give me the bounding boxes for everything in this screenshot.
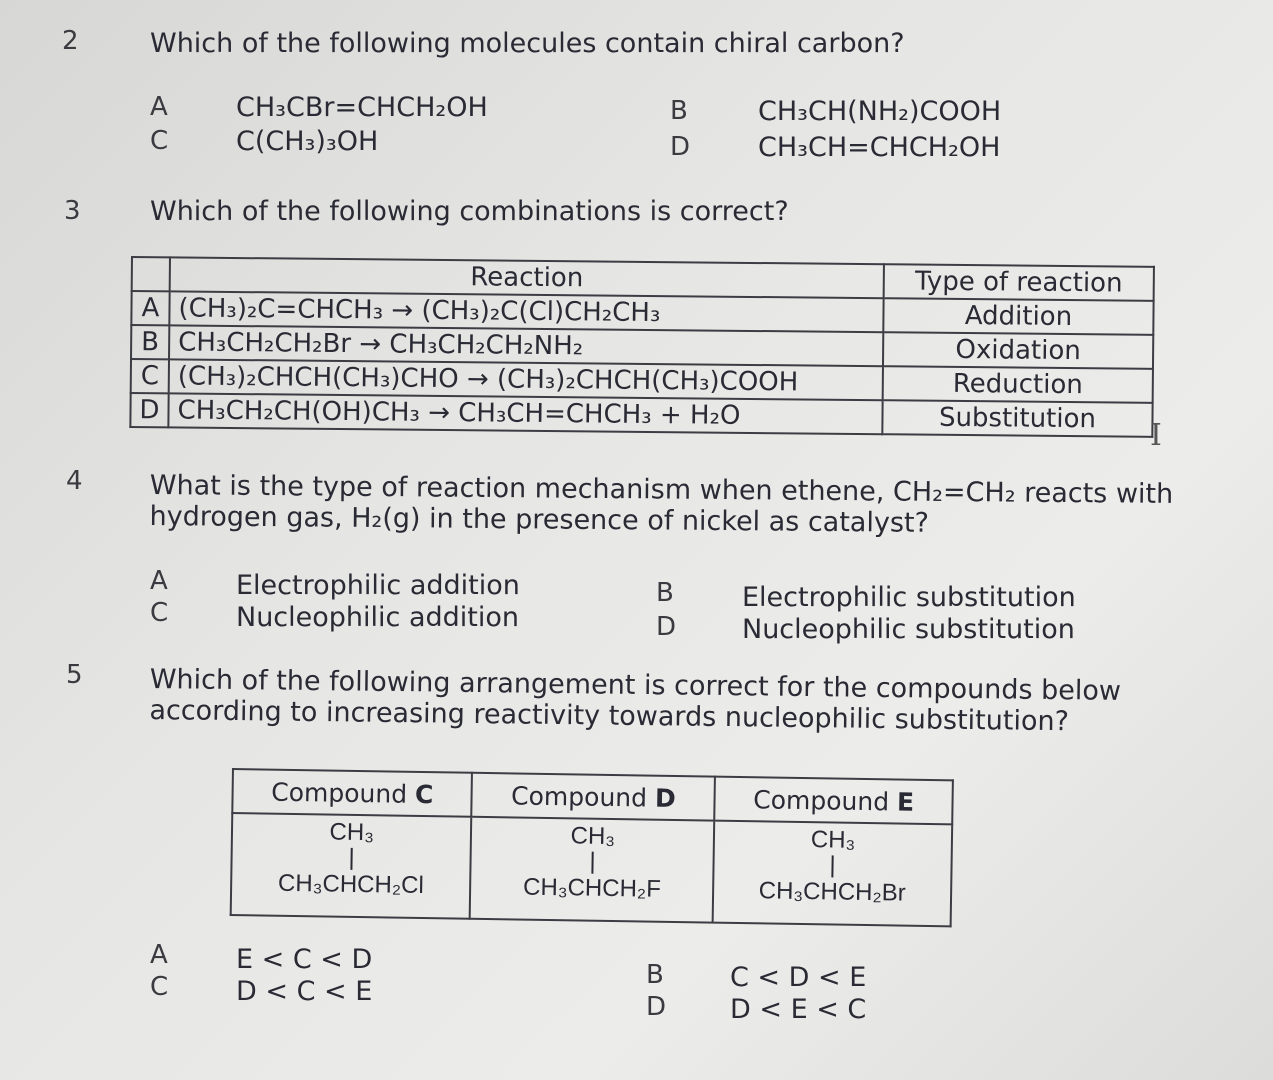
- row-type: Reduction: [883, 366, 1153, 403]
- q2-option-c-text: C(CH₃)₃OH: [236, 126, 379, 157]
- q2-text: Which of the following molecules contain chiral carbon?: [150, 28, 905, 59]
- header-blank: [132, 257, 170, 291]
- structure-top: CH₃: [810, 826, 856, 854]
- compound-e-structure: [713, 821, 952, 927]
- q4-option-c-letter: C: [150, 598, 169, 628]
- q4-option-a-text: Electrophilic addition: [236, 570, 520, 601]
- reaction-table: [129, 256, 1155, 438]
- q4-option-b-letter: B: [656, 578, 674, 608]
- q2-option-d-text: CH₃CH=CHCH₂OH: [758, 132, 1001, 163]
- q4-number: 4: [66, 466, 83, 496]
- q4-option-a-letter: A: [150, 566, 168, 596]
- q5-text: [149, 664, 1121, 738]
- compound-label: Compound: [271, 777, 416, 809]
- row-reaction: (CH₃)₂CHCH(CH₃)CHO → (CH₃)₂CHCH(CH₃)COOH: [169, 359, 883, 400]
- q2-option-b-text: CH₃CH(NH₂)COOH: [758, 96, 1002, 127]
- q4-option-c-text: Nucleophilic addition: [236, 602, 520, 633]
- header-type: Type of reaction: [884, 264, 1154, 301]
- row-letter: C: [131, 359, 169, 393]
- q5-option-c-text: D < C < E: [236, 976, 373, 1007]
- compound-d-header: [472, 773, 715, 821]
- q5-option-d-letter: D: [646, 992, 667, 1022]
- text-cursor-icon: I: [1150, 418, 1162, 453]
- structural-formula: [759, 826, 907, 906]
- q2-option-b-letter: B: [670, 96, 688, 126]
- q5-option-b-letter: B: [646, 960, 664, 990]
- q4-option-d-letter: D: [656, 612, 677, 642]
- compound-id: E: [896, 786, 915, 817]
- compound-id: D: [654, 783, 676, 813]
- q4-option-b-text: Electrophilic substitution: [742, 582, 1076, 613]
- compound-id: C: [414, 779, 434, 809]
- compound-table-structures: [231, 813, 953, 926]
- structural-formula: [523, 823, 662, 903]
- q2-number: 2: [62, 26, 79, 56]
- header-reaction: Reaction: [170, 257, 884, 298]
- q5-option-a-letter: A: [150, 940, 168, 970]
- row-type: Oxidation: [883, 332, 1153, 369]
- row-letter: B: [131, 325, 169, 359]
- row-letter: A: [131, 291, 169, 325]
- q4-text-line2: hydrogen gas, H₂(g) in the presence of nickel as catalyst?: [149, 500, 930, 539]
- q3-number: 3: [64, 196, 81, 226]
- structure-top: CH₃: [570, 822, 616, 851]
- row-reaction: CH₃CH₂CH(OH)CH₃ → CH₃CH=CHCH₃ + H₂O: [168, 393, 882, 434]
- q4-text-line1: What is the type of reaction mechanism when ethene, CH₂=CH₂ reacts with: [149, 470, 1174, 510]
- structure-bottom: CH₃CHCH₂Br: [758, 877, 907, 907]
- row-letter: D: [130, 393, 168, 427]
- q5-option-a-text: E < C < D: [236, 944, 373, 975]
- row-reaction: CH₃CH₂CH₂Br → CH₃CH₂CH₂NH₂: [169, 325, 883, 366]
- q5-option-b-text: C < D < E: [730, 962, 867, 993]
- structure-bottom: CH₃CHCH₂Cl: [277, 869, 424, 900]
- structure-bottom: CH₃CHCH₂F: [522, 873, 662, 903]
- q5-option-d-text: D < E < C: [730, 994, 867, 1025]
- compound-c-structure: [231, 813, 472, 919]
- structural-formula: [278, 819, 425, 899]
- q5-text-line2: according to increasing reactivity towards nucleophilic substitution?: [149, 694, 1070, 738]
- q4-text: [149, 470, 1173, 541]
- q3-text: Which of the following combinations is correct?: [150, 196, 789, 227]
- row-type: Substitution: [882, 400, 1152, 437]
- q2-option-c-letter: C: [150, 126, 169, 156]
- compound-c-header: [232, 769, 472, 817]
- row-reaction: (CH₃)₂C=CHCH₃ → (CH₃)₂C(Cl)CH₂CH₃: [169, 291, 883, 332]
- compound-d-structure: [470, 817, 714, 923]
- bond-line: [350, 848, 352, 870]
- q2-option-a-text: CH₃CBr=CHCH₂OH: [236, 92, 488, 123]
- q5-option-c-letter: C: [150, 972, 169, 1002]
- compound-label: Compound: [753, 784, 898, 816]
- q5-text-line1: Which of the following arrangement is correct for the compounds below: [149, 664, 1122, 707]
- bond-line: [831, 855, 833, 877]
- structure-top: CH₃: [329, 818, 375, 847]
- compound-label: Compound: [510, 780, 656, 813]
- row-type: Addition: [883, 298, 1153, 335]
- q4-option-d-text: Nucleophilic substitution: [742, 614, 1075, 645]
- q2-option-d-letter: D: [670, 132, 691, 162]
- compound-e-header: [715, 777, 953, 825]
- q5-number: 5: [66, 660, 83, 690]
- compound-table: [230, 768, 954, 927]
- q2-option-a-letter: A: [150, 92, 168, 122]
- bond-line: [591, 852, 593, 874]
